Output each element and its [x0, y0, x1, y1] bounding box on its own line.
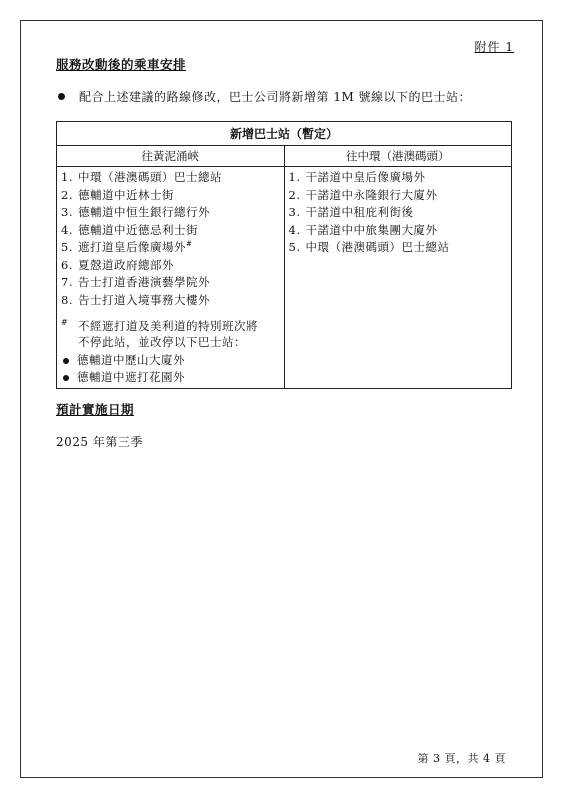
list-item: 7. 告士打道香港演藝學院外	[61, 275, 210, 289]
annex-label: 附件 1	[474, 40, 514, 54]
list-item: 8. 告士打道入境事務大樓外	[61, 292, 210, 307]
list-item: 3. 德輔道中恒生銀行總行外	[61, 205, 210, 219]
list-item: 德輔道中歷山大廈外	[61, 352, 280, 369]
new-bus-stops-table	[56, 121, 512, 389]
alternative-stop-list	[61, 352, 280, 386]
right-stops-cell	[284, 167, 512, 389]
footnote-mark: #	[61, 318, 69, 327]
list-item: 2. 干諾道中永隆銀行大廈外	[288, 187, 438, 202]
list-item: 5. 中環（港澳碼頭）巴士總站	[288, 240, 450, 254]
page-footer: 第 3 頁，共 4 頁	[417, 752, 506, 765]
section-heading-implementation-date: 預計實施日期	[56, 402, 135, 417]
intro-text: 配合上述建議的路線修改，巴士公司將新增第 1M 號線以下的巴士站：	[79, 90, 472, 104]
column-header-to-wong-nai-chung-gap: 往黃泥涌峽	[57, 146, 285, 167]
bullet-icon	[63, 358, 69, 364]
list-item: 4. 德輔道中近德忌利士街	[61, 222, 198, 237]
list-item: 2. 德輔道中近林士街	[61, 187, 174, 202]
table-title: 新增巴士站（暫定）	[57, 122, 512, 146]
list-item: 1. 中環（港澳碼頭）巴士總站	[61, 170, 222, 184]
right-stop-list	[289, 169, 508, 257]
left-stop-list	[61, 169, 280, 309]
bullet-icon	[58, 93, 65, 100]
list-item: 1. 干諾道中皇后像廣場外	[288, 170, 426, 184]
bullet-icon	[63, 375, 69, 381]
section-heading-arrangement: 服務改動後的乘車安排	[56, 57, 187, 72]
list-item: 4. 干諾道中中旅集團大廈外	[288, 222, 438, 237]
footnote-mark: #	[186, 240, 193, 249]
column-header-to-central: 往中環（港澳碼頭）	[284, 146, 512, 167]
list-item: 5. 遮打道皇后像廣場外#	[61, 240, 193, 254]
list-item: 德輔道中遮打花園外	[61, 369, 280, 386]
intro-paragraph	[56, 88, 471, 105]
list-item: 3. 干諾道中租庇利街後	[288, 205, 414, 219]
footnote	[61, 318, 280, 350]
footnote-text-line-2: 不停此站，並改停以下巴士站：	[78, 335, 246, 349]
list-item: 6. 夏慤道政府總部外	[61, 257, 174, 272]
implementation-date: 2025 年第三季	[56, 435, 143, 449]
left-stops-cell	[57, 167, 285, 389]
footnote-text-line-1: 不經遮打道及美利道的特別班次將	[78, 319, 258, 333]
